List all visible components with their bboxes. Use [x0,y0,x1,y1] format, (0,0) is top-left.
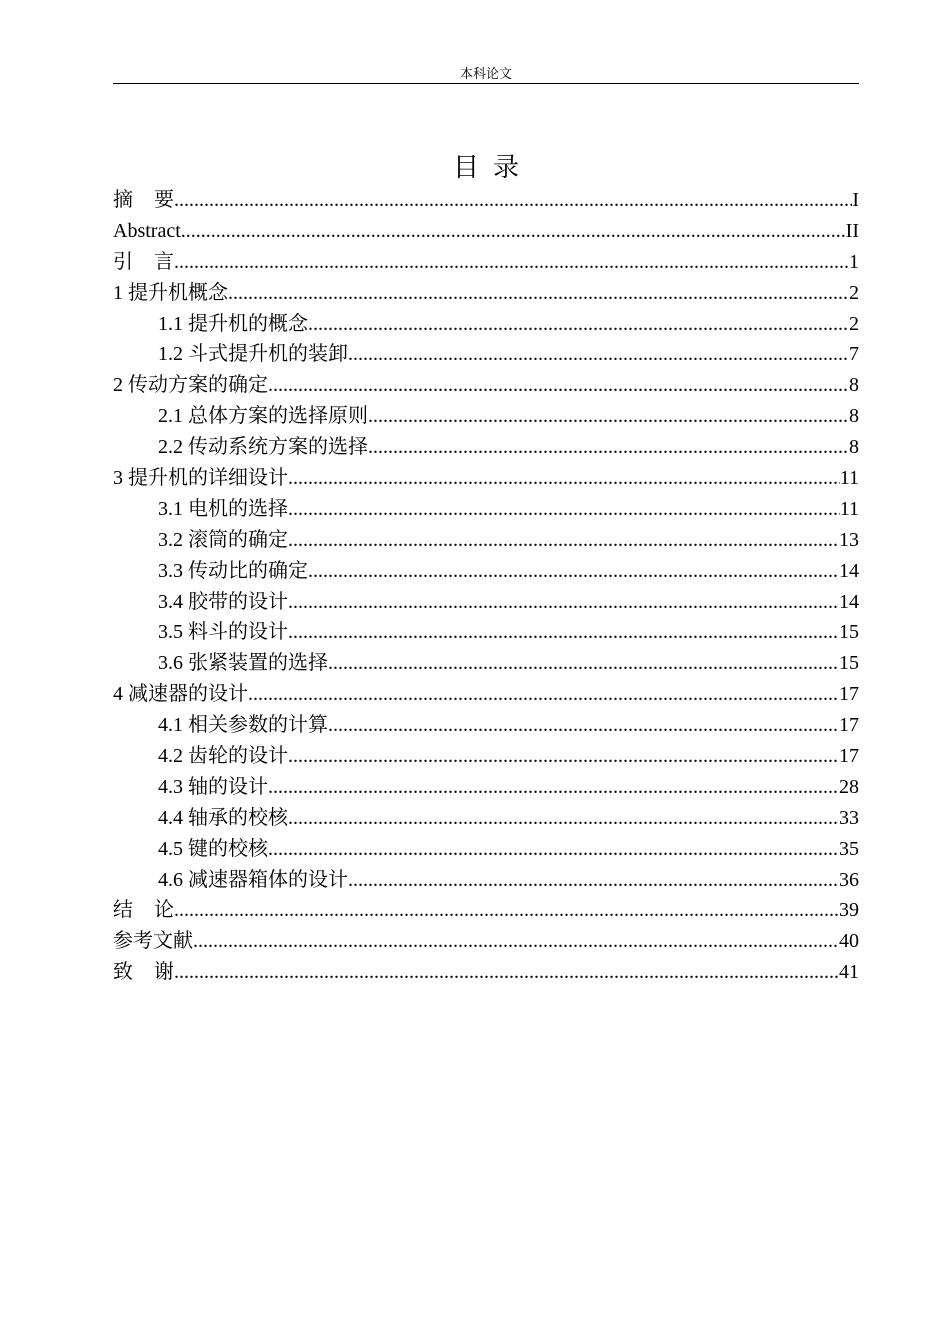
toc-entry-page-number: 39 [839,899,859,922]
dot-leader [348,339,849,370]
toc-entry-page-number: 14 [839,590,859,613]
toc-entry[interactable] [113,432,859,463]
toc-entry[interactable] [113,957,859,988]
page-header: 本科论文 [459,66,512,81]
toc-entry[interactable] [113,216,859,247]
toc-entry[interactable] [113,247,859,278]
toc-entry-label: 3.6 张紧装置的选择 [158,652,328,675]
toc-entry-label: 1.1 提升机的概念 [158,312,308,335]
toc-entry[interactable] [113,278,859,309]
toc-entry-page-number: 40 [839,930,859,953]
toc-entry-page-number: 7 [849,343,859,366]
toc-entry-label: 3 提升机的详细设计 [113,467,288,490]
toc-entry[interactable] [113,370,859,401]
toc-entry-label: 4.6 减速器箱体的设计 [158,868,348,891]
dot-leader [174,895,839,926]
dot-leader [268,772,839,803]
toc-entry-label: 2 传动方案的确定 [113,374,268,397]
dot-leader [193,926,839,957]
toc-entry-page-number: 11 [839,497,859,520]
toc-entry[interactable] [113,556,859,587]
toc-entry[interactable] [113,741,859,772]
toc-entry-label: 结论 [113,899,195,922]
toc-entry[interactable] [113,926,859,957]
toc-entry-page-number: 35 [839,837,859,860]
toc-entry-label: 4.2 齿轮的设计 [158,745,288,768]
toc-entry[interactable] [113,525,859,556]
dot-leader [328,648,839,679]
toc-entry-label: 3.1 电机的选择 [158,497,288,520]
toc-entry-page-number: 1 [849,250,859,273]
toc-entry-label: 3.3 传动比的确定 [158,559,308,582]
dot-leader [328,710,839,741]
toc-entry-page-number: II [845,219,859,242]
toc-title: 目录 [452,153,533,182]
toc-entry-label: 2.1 总体方案的选择原则 [158,405,368,428]
dot-leader [288,617,839,648]
dot-leader [248,679,839,710]
toc-entry[interactable] [113,494,859,525]
toc-entry-page-number: 11 [839,467,859,490]
toc-entry-page-number: 15 [839,621,859,644]
toc-entry[interactable] [113,710,859,741]
toc-entry-page-number: 2 [849,281,859,304]
dot-leader [174,247,849,278]
dot-leader [288,741,839,772]
toc-entry-page-number: 41 [839,961,859,984]
dot-leader [348,865,839,896]
toc-entry-page-number: 17 [839,745,859,768]
dot-leader [228,278,849,309]
toc-entry-label: 参考文献 [113,930,193,953]
dot-leader [308,309,849,340]
dot-leader [288,463,840,494]
header-rule [113,83,859,84]
toc-entry[interactable] [113,895,859,926]
dot-leader [174,957,839,988]
toc-entry[interactable] [113,865,859,896]
toc-entry-page-number: 13 [839,528,859,551]
toc-entry-label: 4.1 相关参数的计算 [158,714,328,737]
dot-leader [368,401,849,432]
toc-entry-label: 4.3 轴的设计 [158,775,268,798]
toc-entry-page-number: 17 [839,714,859,737]
toc-entry-label: 3.5 料斗的设计 [158,621,288,644]
toc-entry-label: 摘要 [113,189,195,211]
toc-entry[interactable] [113,339,859,370]
toc-entry[interactable] [113,401,859,432]
toc-entry[interactable] [113,463,859,494]
toc-entry-label: 4 减速器的设计 [113,683,248,706]
dot-leader [174,185,852,216]
dot-leader [181,216,846,247]
toc-entry[interactable] [113,772,859,803]
toc-entry-page-number: 2 [849,312,859,335]
toc-entry-label: Abstract [113,219,181,242]
toc-entry[interactable] [113,679,859,710]
toc-entry-label: 引言 [113,250,195,273]
toc-entry-page-number: 33 [839,806,859,829]
toc-entry-label: 3.2 滚筒的确定 [158,528,288,551]
toc-entry-label: 4.5 键的校核 [158,837,268,860]
toc-entry-label: 1 提升机概念 [113,281,228,304]
dot-leader [288,587,839,618]
toc-entry-label: 2.2 传动系统方案的选择 [158,436,368,459]
dot-leader [268,370,849,401]
dot-leader [368,432,849,463]
toc-entry-page-number: 8 [849,405,859,428]
dot-leader [308,556,839,587]
toc-entry[interactable] [113,803,859,834]
dot-leader [288,803,839,834]
toc-entry-label: 1.2 斗式提升机的装卸 [158,343,348,366]
toc-entry-page-number: 36 [839,868,859,891]
toc-entry-page-number: 8 [849,374,859,397]
toc-entry-label: 3.4 胶带的设计 [158,590,288,613]
dot-leader [268,834,839,865]
toc-entry-page-number: 8 [849,436,859,459]
dot-leader [288,494,840,525]
toc-entry-page-number: 28 [839,775,859,798]
toc-entry-label: 4.4 轴承的校核 [158,806,288,829]
table-of-contents [113,185,859,988]
dot-leader [288,525,839,556]
toc-entry[interactable] [113,834,859,865]
toc-entry-page-number: I [852,189,859,211]
toc-entry-label: 致谢 [113,961,195,984]
toc-entry[interactable] [113,617,859,648]
toc-entry[interactable] [113,648,859,679]
toc-entry-page-number: 15 [839,652,859,675]
toc-entry[interactable] [113,309,859,340]
toc-entry-page-number: 14 [839,559,859,582]
toc-entry[interactable] [113,185,859,216]
toc-entry[interactable] [113,587,859,618]
toc-entry-page-number: 17 [839,683,859,706]
